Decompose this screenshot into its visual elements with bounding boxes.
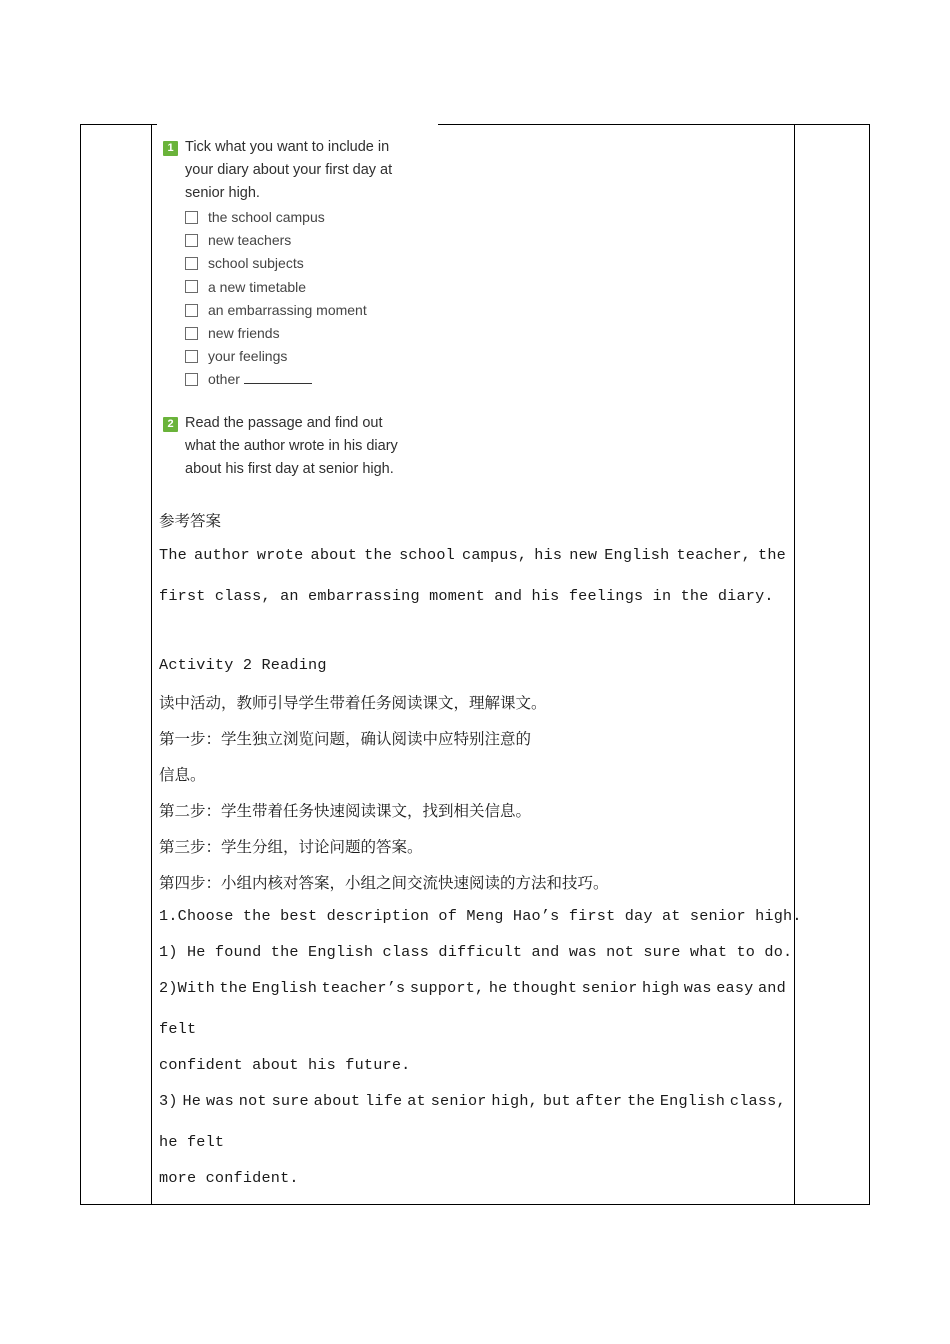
answer-line-1	[159, 546, 786, 564]
word: but	[542, 1092, 571, 1110]
activity-intro: 读中活动，教师引导学生带着任务阅读课文，理解课文。	[159, 695, 547, 712]
option-label: the school campus	[208, 209, 325, 225]
option-label: your feelings	[208, 348, 288, 365]
checkbox-icon[interactable]	[185, 373, 198, 386]
word: the	[219, 979, 248, 997]
column-divider-left	[151, 125, 152, 1204]
option-item[interactable]	[185, 252, 367, 275]
word: sure	[271, 1092, 309, 1110]
word: The	[159, 546, 187, 564]
word: easy	[716, 979, 754, 997]
word: wrote	[256, 546, 304, 564]
textbook-image-edge	[157, 124, 438, 127]
word: 3)	[159, 1092, 178, 1110]
word: high,	[491, 1092, 538, 1110]
word: not	[238, 1092, 267, 1110]
option-label: a new timetable	[208, 278, 307, 295]
exercise-1-options	[185, 206, 367, 392]
answer-line-2: first class, an embarrassing moment and his feelings in the diary.	[159, 587, 774, 605]
question-option-2-line-2: felt	[159, 1020, 197, 1038]
option-item[interactable]	[185, 322, 367, 345]
exercise-1-number-badge: 1	[163, 141, 178, 156]
word: after	[575, 1092, 623, 1110]
question-stem: 1.Choose the best description of Meng Hao’s first day at senior high.	[159, 907, 802, 925]
checkbox-icon[interactable]	[185, 257, 198, 270]
word: He	[182, 1092, 202, 1110]
word: thought	[511, 979, 578, 997]
option-item[interactable]	[185, 299, 367, 322]
question-option-2-line-1	[159, 979, 786, 997]
word: campus,	[462, 546, 528, 564]
step-1-line-2: 信息。	[159, 767, 206, 784]
exercise-1-heading-line: your diary about your first day at	[185, 162, 393, 178]
fill-in-blank[interactable]	[244, 371, 312, 384]
word: his	[534, 546, 563, 564]
checkbox-icon[interactable]	[185, 327, 198, 340]
exercise-2-heading-line: about his first day at senior high.	[185, 461, 394, 477]
question-option-3-line-2: he felt	[159, 1133, 225, 1151]
step-4: 第四步：小组内核对答案，小组之间交流快速阅读的方法和技巧。	[159, 875, 609, 892]
word: life	[365, 1092, 403, 1110]
option-item[interactable]	[185, 206, 367, 229]
option-label: other	[208, 371, 240, 388]
exercise-1-heading-line: senior high.	[185, 185, 260, 201]
word: teacher’s	[321, 979, 406, 997]
step-1-line-1: 第一步：学生独立浏览问题，确认阅读中应特别注意的	[159, 731, 532, 748]
word: was	[205, 1092, 234, 1110]
checkbox-icon[interactable]	[185, 350, 198, 363]
word: about	[310, 546, 358, 564]
word: 2)With	[159, 979, 215, 997]
word: and	[757, 979, 786, 997]
word: English	[659, 1092, 726, 1110]
option-label: new friends	[208, 324, 280, 341]
question-option-3-line-1	[159, 1092, 786, 1110]
activity-title: Activity 2 Reading	[159, 656, 327, 674]
option-item[interactable]	[185, 276, 367, 299]
word: support,	[409, 979, 485, 997]
option-item[interactable]	[185, 368, 367, 391]
word: about	[313, 1092, 361, 1110]
word: the	[627, 1092, 656, 1110]
column-divider-right	[794, 125, 795, 1204]
word: author	[193, 546, 250, 564]
checkbox-icon[interactable]	[185, 211, 198, 224]
option-label: new teachers	[208, 232, 292, 249]
word: teacher,	[676, 546, 751, 564]
word: the	[364, 546, 393, 564]
checkbox-icon[interactable]	[185, 280, 198, 293]
word: at	[407, 1092, 426, 1110]
exercise-2-heading-line: Read the passage and find out	[185, 415, 383, 431]
exercise-2-number-badge: 2	[163, 417, 178, 432]
option-label: school subjects	[208, 255, 304, 272]
word: senior	[430, 1092, 487, 1110]
word: the	[758, 546, 786, 564]
step-2: 第二步：学生带着任务快速阅读课文，找到相关信息。	[159, 803, 532, 820]
word: was	[683, 979, 712, 997]
word: new	[569, 546, 598, 564]
word: English	[251, 979, 318, 997]
answer-label: 参考答案	[159, 513, 222, 530]
step-3: 第三步：学生分组，讨论问题的答案。	[159, 839, 423, 856]
word: class,	[729, 1092, 786, 1110]
word: he	[488, 979, 508, 997]
option-item[interactable]	[185, 345, 367, 368]
exercise-2-heading-line: what the author wrote in his diary	[185, 438, 398, 454]
question-option-2-line-3: confident about his future.	[159, 1056, 411, 1074]
word: senior	[581, 979, 638, 997]
option-label: an embarrassing moment	[208, 301, 367, 318]
question-option-1: 1) He found the English class difficult and was not sure what to do.	[159, 943, 793, 961]
checkbox-icon[interactable]	[185, 234, 198, 247]
word: high	[642, 979, 680, 997]
exercise-1-heading-line: Tick what you want to include in	[185, 139, 390, 155]
option-item[interactable]	[185, 229, 367, 252]
question-option-3-line-3: more confident.	[159, 1169, 299, 1187]
checkbox-icon[interactable]	[185, 304, 198, 317]
word: English	[604, 546, 670, 564]
word: school	[399, 546, 455, 564]
